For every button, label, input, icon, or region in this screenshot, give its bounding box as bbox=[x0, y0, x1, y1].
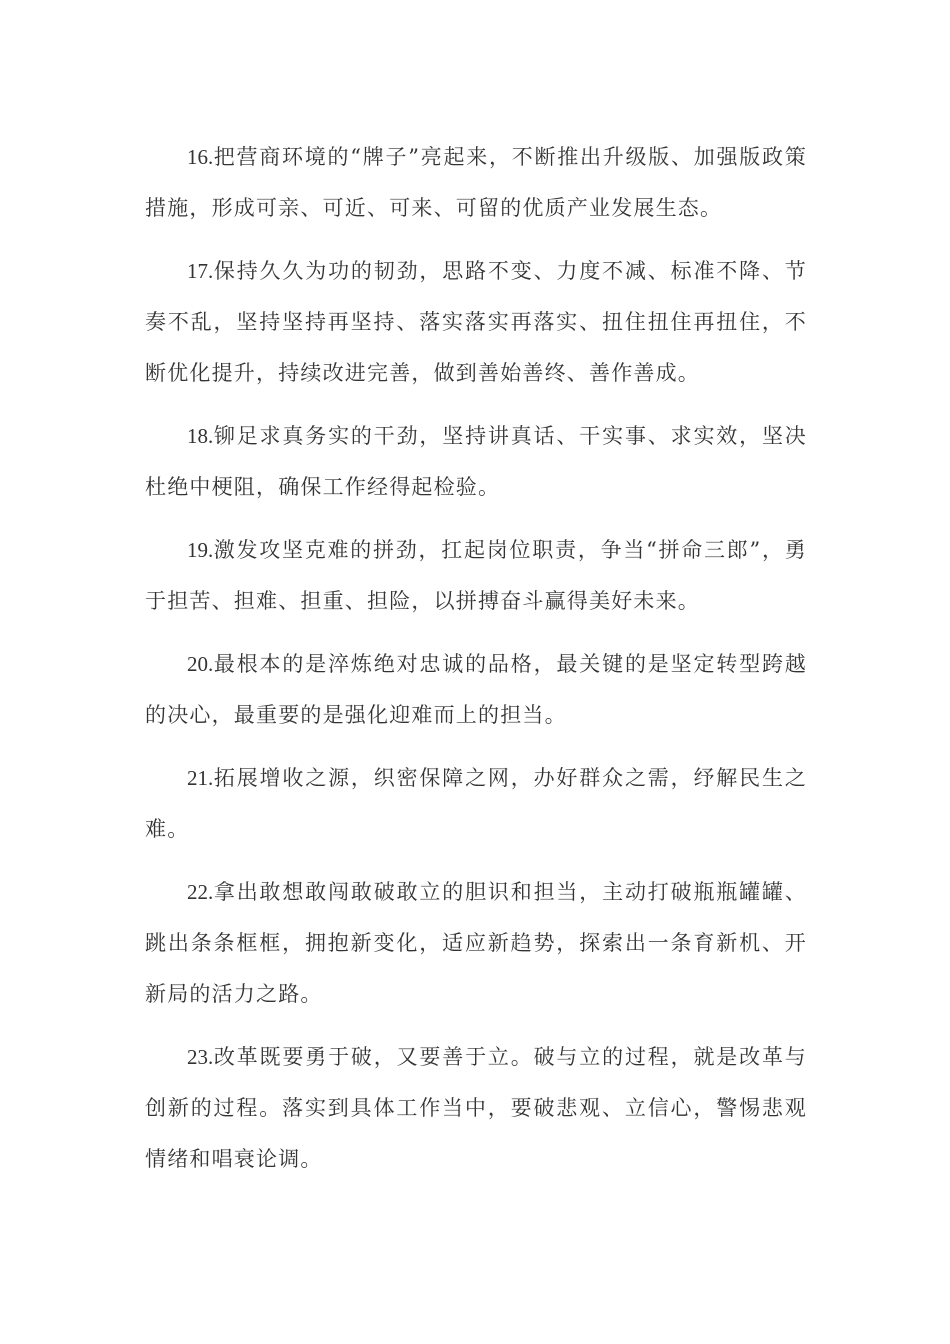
paragraph-text: 把营商环境的“牌子”亮起来，不断推出升级版、加强版政策措施，形成可亲、可近、可来、可留的优质产业发展生态。 bbox=[145, 145, 807, 220]
paragraph-20 bbox=[145, 639, 807, 741]
paragraph-22 bbox=[145, 867, 807, 1020]
document-body bbox=[145, 132, 807, 1197]
paragraph-text: 保持久久为功的韧劲，思路不变、力度不减、标准不降、节奏不乱，坚持坚持再坚持、落实落实再落实、扭住扭住再扭住，不断优化提升，持续改进完善，做到善始善终、善作善成。 bbox=[145, 259, 807, 385]
paragraph-19 bbox=[145, 525, 807, 627]
paragraph-number: 16. bbox=[187, 145, 214, 169]
paragraph-text: 拓展增收之源，织密保障之网，办好群众之需，纾解民生之难。 bbox=[145, 766, 807, 841]
paragraph-number: 20. bbox=[187, 652, 214, 676]
paragraph-16 bbox=[145, 132, 807, 234]
paragraph-23 bbox=[145, 1032, 807, 1185]
paragraph-number: 23. bbox=[187, 1045, 214, 1069]
paragraph-number: 18. bbox=[187, 424, 214, 448]
paragraph-text: 激发攻坚克难的拼劲，扛起岗位职责，争当“拼命三郎”，勇于担苦、担难、担重、担险，以拼搏奋斗赢得美好未来。 bbox=[145, 538, 807, 613]
paragraph-number: 22. bbox=[187, 880, 214, 904]
paragraph-text: 拿出敢想敢闯敢破敢立的胆识和担当，主动打破瓶瓶罐罐、跳出条条框框，拥抱新变化，适应新趋势，探索出一条育新机、开新局的活力之路。 bbox=[145, 880, 807, 1006]
paragraph-text: 最根本的是淬炼绝对忠诚的品格，最关键的是坚定转型跨越的决心，最重要的是强化迎难而上的担当。 bbox=[145, 652, 807, 727]
paragraph-number: 19. bbox=[187, 538, 214, 562]
paragraph-number: 17. bbox=[187, 259, 214, 283]
paragraph-text: 改革既要勇于破，又要善于立。破与立的过程，就是改革与创新的过程。落实到具体工作当中，要破悲观、立信心，警惕悲观情绪和唱衰论调。 bbox=[145, 1045, 807, 1171]
paragraph-number: 21. bbox=[187, 766, 214, 790]
paragraph-21 bbox=[145, 753, 807, 855]
paragraph-text: 铆足求真务实的干劲，坚持讲真话、干实事、求实效，坚决杜绝中梗阻，确保工作经得起检验。 bbox=[145, 424, 807, 499]
paragraph-18 bbox=[145, 411, 807, 513]
paragraph-17 bbox=[145, 246, 807, 399]
